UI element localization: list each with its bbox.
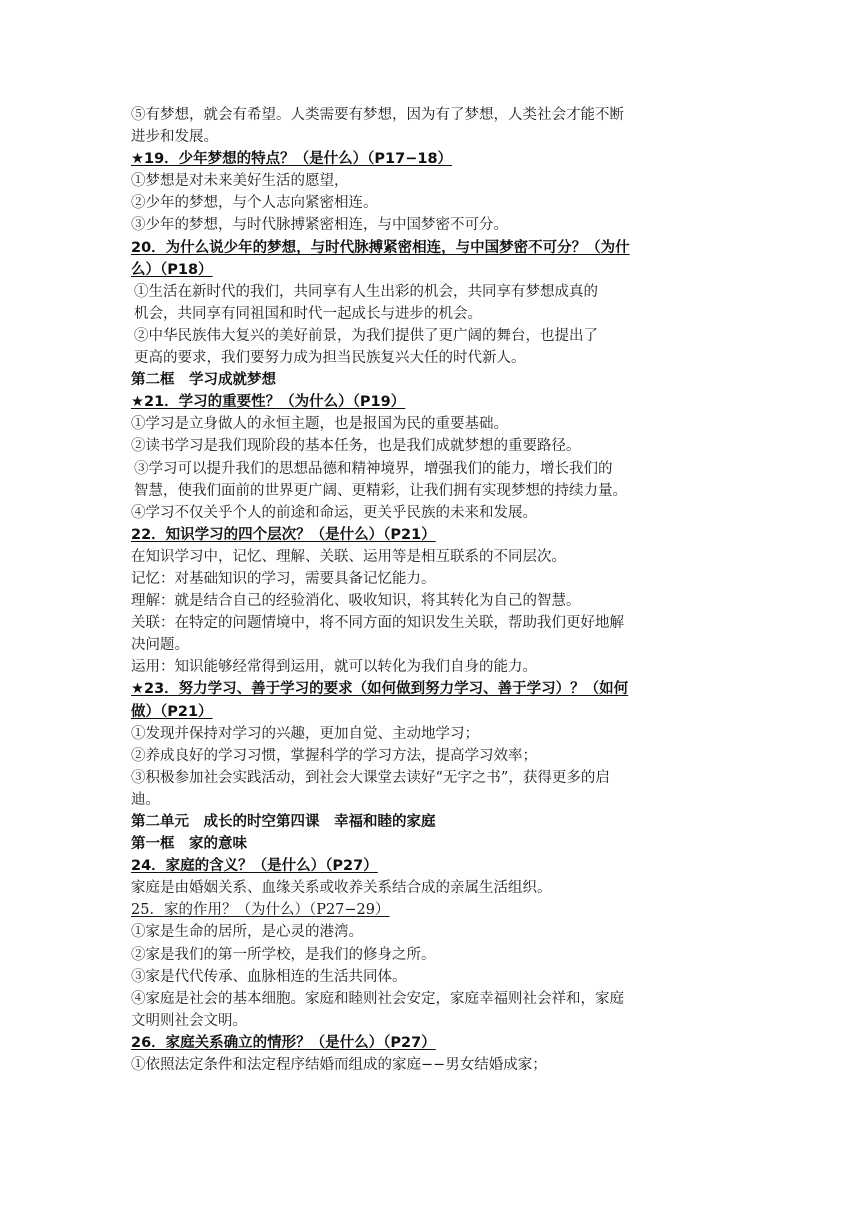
paragraph-line: 文明则社会文明。: [131, 1012, 247, 1029]
question-heading-20-cont: 么）（P18）: [131, 261, 213, 278]
paragraph-line: 理解：就是结合自己的经验消化、吸收知识，将其转化为自己的智慧。: [131, 593, 581, 610]
list-item: ①生活在新时代的我们，共同享有人生出彩的机会，共同享有梦想成真的: [134, 283, 598, 300]
section-heading: 第二框 学习成就梦想: [131, 372, 276, 389]
question-heading-24: 24．家庭的含义？（是什么）（P27）: [131, 858, 378, 875]
list-item: ①发现并保持对学习的兴趣，更加自觉、主动地学习；: [131, 725, 479, 742]
list-item: ②养成良好的学习习惯，掌握科学的学习方法，提高学习效率；: [131, 747, 537, 764]
question-heading-26: 26．家庭关系确立的情形？（是什么）（P27）: [131, 1034, 436, 1051]
list-item: ④学习不仅关乎个人的前途和命运，更关乎民族的未来和发展。: [131, 504, 537, 521]
list-item: ④家庭是社会的基本细胞。家庭和睦则社会安定，家庭幸福则社会祥和，家庭: [131, 990, 624, 1007]
paragraph-line: 智慧，使我们面前的世界更广阔、更精彩，让我们拥有实现梦想的持续力量。: [134, 482, 627, 499]
paragraph-line: 关联：在特定的问题情境中，将不同方面的知识发生关联，帮助我们更好地解: [131, 615, 624, 632]
list-item: ①家是生命的居所，是心灵的港湾。: [131, 924, 363, 941]
list-item: ③少年的梦想，与时代脉搏紧密相连，与中国梦密不可分。: [131, 217, 508, 234]
section-heading: 第一框 家的意味: [131, 836, 247, 853]
question-heading-19: ★19．少年梦想的特点？（是什么）（P17−18）: [131, 151, 453, 168]
document-body: [131, 104, 731, 1076]
question-heading-23: ★23．努力学习、善于学习的要求（如何做到努力学习、善于学习）？（如何: [131, 681, 629, 698]
paragraph-line: 进步和发展。: [131, 129, 218, 146]
question-heading-25: 25．家的作用？（为什么）（P27−29）: [131, 902, 390, 919]
question-heading-21: ★21．学习的重要性？（为什么）（P19）: [131, 394, 406, 411]
paragraph-line: 家庭是由婚姻关系、血缘关系或收养关系结合成的亲属生活组织。: [131, 880, 552, 897]
list-item: ③学习可以提升我们的思想品德和精神境界，增强我们的能力，增长我们的: [134, 460, 613, 477]
list-item: ③家是代代传承、血脉相连的生活共同体。: [131, 968, 407, 985]
paragraph-line: 在知识学习中，记忆、理解、关联、运用等是相互联系的不同层次。: [131, 548, 566, 565]
list-item: ①梦想是对未来美好生活的愿望，: [131, 173, 349, 190]
list-item: ②读书学习是我们现阶段的基本任务，也是我们成就梦想的重要路径。: [131, 438, 581, 455]
paragraph-line: 运用：知识能够经常得到运用，就可以转化为我们自身的能力。: [131, 659, 537, 676]
question-heading-22: 22．知识学习的四个层次？（是什么）（P21）: [131, 526, 436, 543]
paragraph-line: 决问题。: [131, 637, 189, 654]
list-item: ①依照法定条件和法定程序结婚而组成的家庭−−男女结婚成家；: [131, 1057, 547, 1074]
question-heading-23-cont: 做）（P21）: [131, 703, 213, 720]
list-item: ①学习是立身做人的永恒主题，也是报国为民的重要基础。: [131, 416, 508, 433]
list-item: ②家是我们的第一所学校，是我们的修身之所。: [131, 946, 436, 963]
list-item: ③积极参加社会实践活动，到社会大课堂去读好“无字之书”，获得更多的启: [131, 769, 610, 786]
paragraph-line: ⑤有梦想，就会有希望。人类需要有梦想，因为有了梦想，人类社会才能不断: [131, 107, 624, 123]
list-item: ②中华民族伟大复兴的美好前景，为我们提供了更广阔的舞台，也提出了: [134, 327, 598, 344]
question-heading-20: 20．为什么说少年的梦想，与时代脉搏紧密相连，与中国梦密不可分？（为什: [131, 239, 630, 256]
paragraph-line: 机会，共同享有同祖国和时代一起成长与进步的机会。: [134, 305, 482, 322]
paragraph-line: 记忆：对基础知识的学习，需要具备记忆能力。: [131, 570, 436, 587]
paragraph-line: 更高的要求，我们要努力成为担当民族复兴大任的时代新人。: [134, 350, 526, 367]
paragraph-line: 迪。: [131, 791, 160, 808]
list-item: ②少年的梦想，与个人志向紧密相连。: [131, 195, 378, 212]
unit-heading: 第二单元 成长的时空第四课 幸福和睦的家庭: [131, 814, 436, 830]
